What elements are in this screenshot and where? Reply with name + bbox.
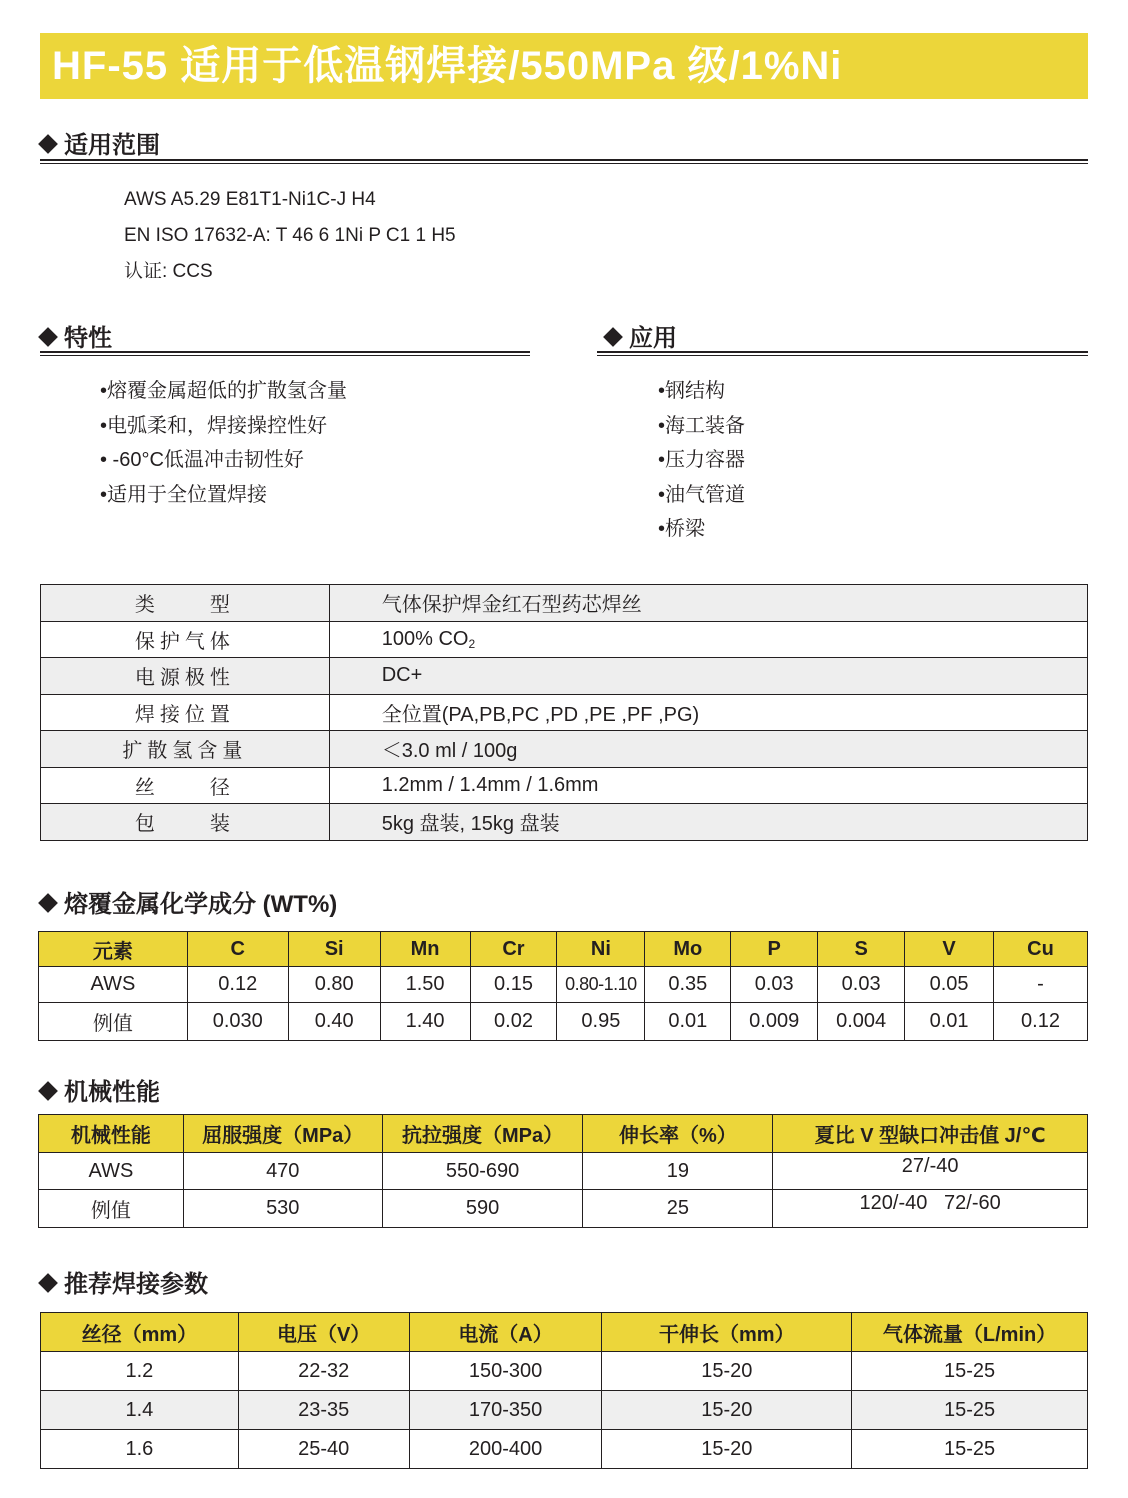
divider [597,351,1088,356]
table-cell: 530 [183,1190,382,1228]
divider [40,351,530,356]
table-row [39,967,1088,1003]
column-header: 丝径（mm） [41,1313,239,1352]
feature-item: • -60°C低温冲击韧性好 [100,449,304,471]
info-key: 保护气体 [41,621,330,658]
application-item: •桥梁 [658,518,706,540]
table-cell: 150-300 [409,1352,602,1391]
table-cell: 例值 [39,1190,184,1228]
info-key: 扩散氢含量 [41,731,330,768]
column-header: Mn [380,932,470,967]
section-features-heading: 特性 [36,318,112,353]
table-cell: 1.40 [380,1003,470,1041]
column-header: 气体流量（L/min） [852,1313,1088,1352]
table-cell: 0.03 [818,967,905,1003]
diamond-icon [603,327,623,347]
table-row [41,658,1088,695]
table-row [41,694,1088,731]
welding-params-table [40,1312,1088,1469]
info-value: 气体保护焊金红石型药芯焊丝 [329,585,1087,622]
table-cell: - [994,967,1088,1003]
column-header: 干伸长（mm） [602,1313,852,1352]
info-value: 全位置(PA,PB,PC ,PD ,PE ,PF ,PG) [329,694,1087,731]
info-key: 类 型 [41,585,330,622]
column-header: 屈服强度（MPa） [183,1115,382,1153]
table-cell: 25-40 [238,1430,409,1469]
column-header: 抗拉强度（MPa） [382,1115,583,1153]
column-header: 伸长率（%） [583,1115,773,1153]
info-key: 包 装 [41,804,330,841]
column-header: 机械性能 [39,1115,184,1153]
table-cell: 0.009 [731,1003,818,1041]
diamond-icon [38,1081,58,1101]
table-cell: 0.35 [645,967,731,1003]
table-cell: 0.05 [905,967,994,1003]
column-header: V [905,932,994,967]
table-cell: 27/-40 [773,1153,1088,1190]
table-cell: 例值 [39,1003,188,1041]
table-row [41,585,1088,622]
table-cell: 25 [583,1190,773,1228]
column-header: Ni [557,932,645,967]
column-header: Si [288,932,380,967]
table-cell: 0.15 [470,967,557,1003]
divider [40,159,1088,164]
application-item: •钢结构 [658,380,726,402]
table-cell: 15-20 [602,1352,852,1391]
table-cell: 1.2 [41,1352,239,1391]
section-chemistry-heading: 熔覆金属化学成分 (WT%) [36,884,337,919]
info-value: ＜3.0 ml / 100g [329,731,1087,768]
feature-item: •适用于全位置焊接 [100,483,268,506]
table-cell: 0.95 [557,1003,645,1041]
scope-line: AWS A5.29 E81T1-Ni1C-J H4 [124,189,376,210]
table-cell: 19 [583,1153,773,1190]
table-cell: 0.01 [645,1003,731,1041]
scope-list [124,182,456,290]
column-header: S [818,932,905,967]
column-header: Cr [470,932,557,967]
table-cell: 1.50 [380,967,470,1003]
table-row [41,731,1088,768]
table-row [39,1190,1088,1228]
table-cell: 590 [382,1190,583,1228]
column-header: 元素 [39,932,188,967]
table-cell: 0.12 [187,967,288,1003]
application-item: •压力容器 [658,449,746,471]
column-header: Cu [994,932,1088,967]
table-row [41,1352,1088,1391]
table-cell: 0.03 [731,967,818,1003]
product-info-table [40,584,1088,841]
page-title: HF-55 适用于低温钢焊接/550MPa 级/1%Ni [40,33,1088,99]
section-applications-heading: 应用 [601,318,677,353]
table-cell: 0.80 [288,967,380,1003]
table-cell: 0.004 [818,1003,905,1041]
info-key: 电源极性 [41,658,330,695]
features-list [100,374,347,512]
diamond-icon [38,134,58,154]
table-cell: 170-350 [409,1391,602,1430]
table-header-row [41,1313,1088,1352]
info-value: 1.2mm / 1.4mm / 1.6mm [329,767,1087,804]
table-cell: 15-20 [602,1391,852,1430]
diamond-icon [38,1273,58,1293]
table-cell: AWS [39,967,188,1003]
table-header-row [39,932,1088,967]
table-cell: 0.12 [994,1003,1088,1041]
table-cell: 15-25 [852,1391,1088,1430]
column-header: 夏比 V 型缺口冲击值 J/℃ [773,1115,1088,1153]
column-header: C [187,932,288,967]
table-cell: 120/-40 72/-60 [773,1190,1088,1228]
table-row [39,1153,1088,1190]
table-cell: 1.6 [41,1430,239,1469]
feature-item: •熔覆金属超低的扩散氢含量 [100,380,348,402]
application-item: •油气管道 [658,483,746,506]
column-header: Mo [645,932,731,967]
table-cell: 550-690 [382,1153,583,1190]
table-row [39,1003,1088,1041]
table-cell: 200-400 [409,1430,602,1469]
table-cell: 22-32 [238,1352,409,1391]
column-header: 电压（V） [238,1313,409,1352]
table-cell: 0.01 [905,1003,994,1041]
table-row [41,804,1088,841]
info-value: 5kg 盘装, 15kg 盘装 [329,804,1087,841]
mechanical-table [38,1114,1088,1228]
table-cell: 15-20 [602,1430,852,1469]
subscript: 2 [468,636,476,651]
chemistry-table [38,931,1088,1041]
column-header: 电流（A） [409,1313,602,1352]
table-row [41,1391,1088,1430]
info-key: 焊接位置 [41,694,330,731]
section-params-heading: 推荐焊接参数 [36,1264,208,1299]
table-row [41,1430,1088,1469]
table-cell: AWS [39,1153,184,1190]
table-cell: 23-35 [238,1391,409,1430]
diamond-icon [38,893,58,913]
table-header-row [39,1115,1088,1153]
section-mechanical-heading: 机械性能 [36,1072,160,1107]
diamond-icon [38,327,58,347]
table-cell: 0.02 [470,1003,557,1041]
table-cell: 470 [183,1153,382,1190]
section-scope-heading: 适用范围 [36,125,160,160]
info-value: 100% $CO_2$ [329,621,1087,658]
feature-item: •电弧柔和，焊接操控性好 [100,414,328,437]
table-row [41,621,1088,658]
table-cell: 0.030 [187,1003,288,1041]
scope-line: EN ISO 17632-A: T 46 6 1Ni P C1 1 H5 [124,225,456,246]
scope-line: 认证: CCS [124,261,213,282]
table-cell: 15-25 [852,1430,1088,1469]
info-value: DC+ [329,658,1087,695]
application-item: •海工装备 [658,414,746,437]
table-cell: 0.80-1.10 [557,967,645,1003]
table-row [41,767,1088,804]
table-cell: 1.4 [41,1391,239,1430]
applications-list [658,374,745,547]
info-key: 丝 径 [41,767,330,804]
table-cell: 0.40 [288,1003,380,1041]
table-cell: 15-25 [852,1352,1088,1391]
column-header: P [731,932,818,967]
